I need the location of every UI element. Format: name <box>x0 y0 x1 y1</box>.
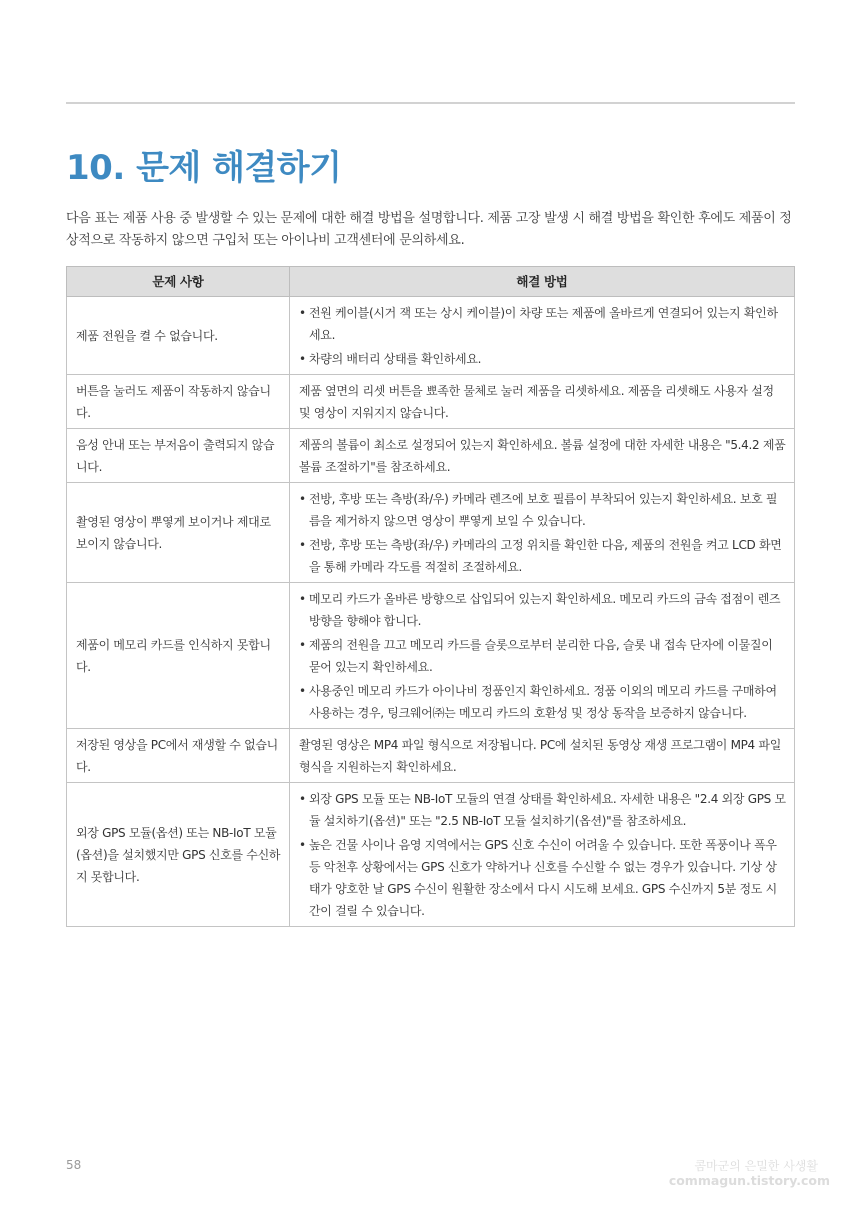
table-row <box>67 783 795 927</box>
solution-cell: 촬영된 영상은 MP4 파일 형식으로 저장됩니다. PC에 설치된 동영상 재생 프로그램이 MP4 파일 형식을 지원하는지 확인하세요. <box>290 729 795 783</box>
table-row <box>67 429 795 483</box>
table-row <box>67 483 795 583</box>
solution-bullet: • 전방, 후방 또는 측방(좌/우) 카메라 렌즈에 보호 필름이 부착되어 있는지 확인하세요. 보호 필름을 제거하지 않으면 영상이 뿌옇게 보일 수 있습니다. <box>299 488 786 532</box>
solution-bullet: • 제품의 전원을 끄고 메모리 카드를 슬롯으로부터 분리한 다음, 슬롯 내 접속 단자에 이물질이 묻어 있는지 확인하세요. <box>299 634 786 678</box>
solution-bullet: • 전원 케이블(시거 잭 또는 상시 케이블)이 차량 또는 제품에 올바르게 연결되어 있는지 확인하세요. <box>299 302 786 346</box>
problem-cell: 제품이 메모리 카드를 인식하지 못합니다. <box>67 583 290 729</box>
problem-cell: 저장된 영상을 PC에서 재생할 수 없습니다. <box>67 729 290 783</box>
table-row <box>67 583 795 729</box>
watermark-title: 콤마군의 은밀한 사생활 <box>694 1159 818 1173</box>
page-number: 58 <box>66 1158 82 1172</box>
solution-list <box>299 302 786 370</box>
solution-bullet: • 사용중인 메모리 카드가 아이나비 정품인지 확인하세요. 정품 이외의 메모리 카드를 구매하여 사용하는 경우, 팅크웨어㈜는 메모리 카드의 호환성 및 정상 동작을 보증하지 않습니다. <box>299 680 786 724</box>
table-row <box>67 297 795 375</box>
solution-bullet: • 전방, 후방 또는 측방(좌/우) 카메라의 고정 위치를 확인한 다음, 제품의 전원을 켜고 LCD 화면을 통해 카메라 각도를 적절히 조절하세요. <box>299 534 786 578</box>
page-title: 10. 문제 해결하기 <box>66 148 342 188</box>
solution-cell <box>290 583 795 729</box>
table-row <box>67 375 795 429</box>
problem-cell: 버튼을 눌러도 제품이 작동하지 않습니다. <box>67 375 290 429</box>
problem-cell: 음성 안내 또는 부저음이 출력되지 않습니다. <box>67 429 290 483</box>
solution-list <box>299 488 786 578</box>
solution-column-header: 해결 방법 <box>290 267 795 297</box>
solution-cell: 제품의 볼륨이 최소로 설정되어 있는지 확인하세요. 볼륨 설정에 대한 자세한 내용은 "5.4.2 제품 볼륨 조절하기"를 참조하세요. <box>290 429 795 483</box>
watermark-url: commagun.tistory.com <box>668 1173 830 1188</box>
solution-cell <box>290 783 795 927</box>
problem-cell: 촬영된 영상이 뿌옇게 보이거나 제대로 보이지 않습니다. <box>67 483 290 583</box>
solution-bullet: • 높은 건물 사이나 음영 지역에서는 GPS 신호 수신이 어려울 수 있습니다. 또한 폭풍이나 폭우 등 악천후 상황에서는 GPS 신호가 약하거나 신호를 수신할 수 없는 경우가 있습니다. 기상 상태가 양호한 날 GPS 수신이 원활한 장소에서 다시 시도해 보세요. GPS 수신까지 5분 정도 시간이 걸릴 수 있습니다. <box>299 834 786 922</box>
intro-paragraph: 다음 표는 제품 사용 중 발생할 수 있는 문제에 대한 해결 방법을 설명합니다. 제품 고장 발생 시 해결 방법을 확인한 후에도 제품이 정상적으로 작동하지 않으면 구입처 또는 아이나비 고객센터에 문의하세요. <box>66 211 792 248</box>
problem-cell: 제품 전원을 켤 수 없습니다. <box>67 297 290 375</box>
solution-cell: 제품 옆면의 리셋 버튼을 뾰족한 물체로 눌러 제품을 리셋하세요. 제품을 리셋해도 사용자 설정 및 영상이 지워지지 않습니다. <box>290 375 795 429</box>
table-header-row <box>67 267 795 297</box>
solution-bullet: • 메모리 카드가 올바른 방향으로 삽입되어 있는지 확인하세요. 메모리 카드의 금속 접점이 렌즈 방향을 향해야 합니다. <box>299 588 786 632</box>
solution-cell <box>290 297 795 375</box>
solution-list <box>299 788 786 922</box>
solution-list <box>299 588 786 724</box>
problem-column-header: 문제 사항 <box>67 267 290 297</box>
table-row <box>67 729 795 783</box>
header-divider <box>66 102 795 104</box>
solution-bullet: • 외장 GPS 모듈 또는 NB-IoT 모듈의 연결 상태를 확인하세요. 자세한 내용은 "2.4 외장 GPS 모듈 설치하기(옵션)" 또는 "2.5 NB-IoT 모듈 설치하기(옵션)"를 참조하세요. <box>299 788 786 832</box>
troubleshooting-table <box>66 266 795 927</box>
solution-bullet: • 차량의 배터리 상태를 확인하세요. <box>299 348 786 370</box>
solution-cell <box>290 483 795 583</box>
problem-cell: 외장 GPS 모듈(옵션) 또는 NB-IoT 모듈(옵션)을 설치했지만 GPS 신호를 수신하지 못합니다. <box>67 783 290 927</box>
